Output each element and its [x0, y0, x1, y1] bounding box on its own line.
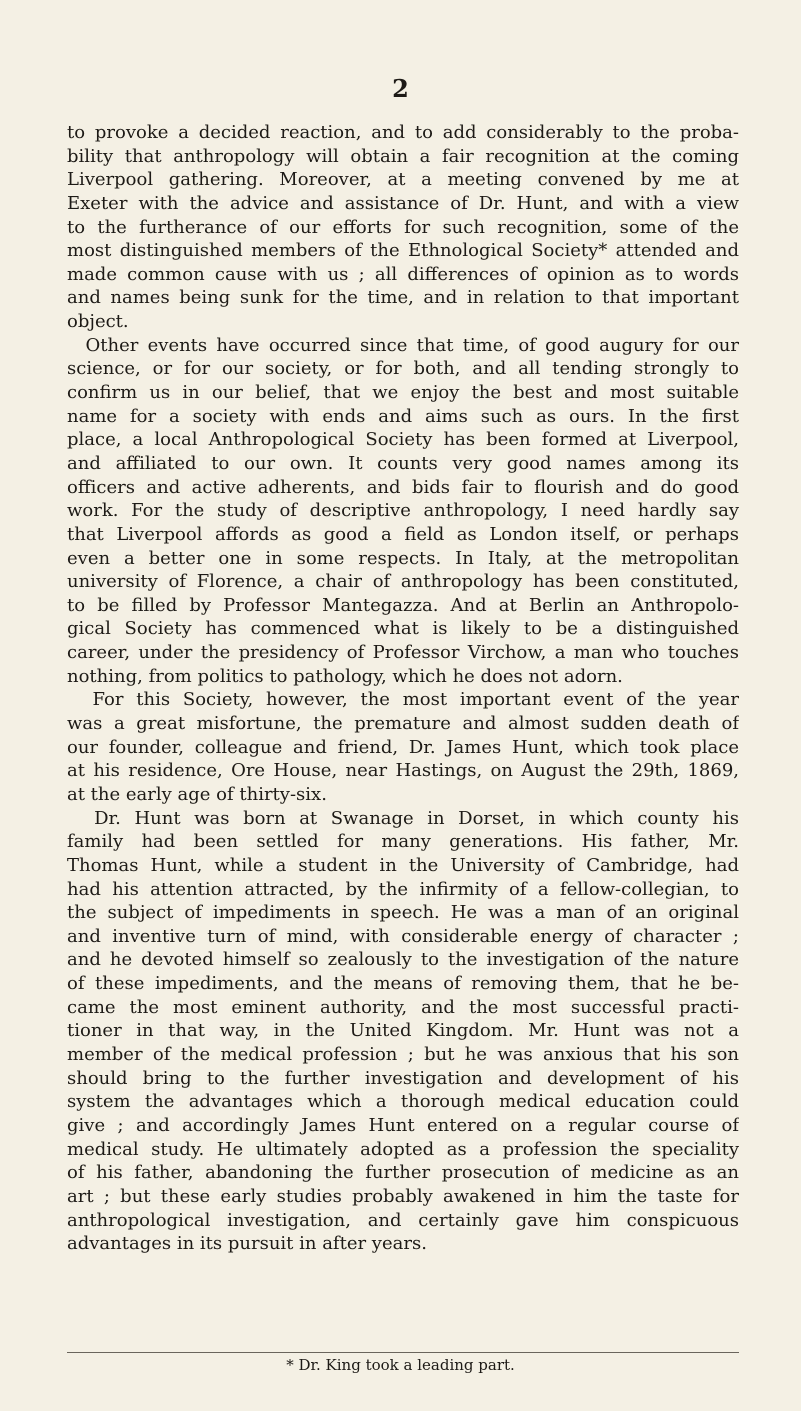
text-line: For this Society, however, the most important event of the year [67, 689, 739, 711]
text-line: was a great misfortune, the premature and almost sudden death of [67, 713, 739, 735]
text-line: our founder, colleague and friend, Dr. James Hunt, which took place [67, 736, 739, 758]
text-line: tioner in that way, in the United Kingdom. Mr. Hunt was not a [67, 1020, 739, 1042]
text-line: Exeter with the advice and assistance of Dr. Hunt, and with a view [67, 192, 739, 214]
text-line: art ; but these early studies probably awakened in him the taste for [67, 1185, 739, 1207]
text-line: place, a local Anthropological Society has been formed at Liverpool, [67, 429, 739, 451]
text-line: officers and active adherents, and bids fair to flourish and do good [67, 476, 739, 498]
text-line: anthropological investigation, and certainly gave him conspicuous [67, 1209, 739, 1231]
text-line: the subject of impediments in speech. He was a man of an original [67, 902, 739, 924]
text-line: to provoke a decided reaction, and to add considerably to the proba- [67, 122, 739, 143]
text-line: bility that anthropology will obtain a fair recognition at the coming [67, 145, 739, 167]
text-line: member of the medical profession ; but he was anxious that his son [67, 1044, 739, 1066]
text-line: Liverpool gathering. Moreover, at a meeting convened by me at [67, 169, 739, 191]
text-line: and inventive turn of mind, with considerable energy of character ; [67, 925, 739, 947]
text-line: most distinguished members of the Ethnological Society* attended and [67, 240, 739, 262]
footnote-divider [67, 1352, 739, 1353]
text-line: give ; and accordingly James Hunt entered on a regular course of [67, 1114, 739, 1136]
page-number: 2 [392, 74, 409, 103]
footnote: * Dr. King took a leading part. [286, 1356, 515, 1374]
text-line: gical Society has commenced what is likely to be a distinguished [67, 618, 739, 640]
text-line: at the early age of thirty-six. [67, 783, 327, 805]
text-line: nothing, from politics to pathology, which he does not adorn. [67, 665, 623, 687]
text-line: of his father, abandoning the further prosecution of medicine as an [67, 1162, 739, 1184]
text-line: advantages in its pursuit in after years. [67, 1233, 427, 1255]
text-line: made common cause with us ; all differences of opinion as to words [67, 263, 739, 285]
text-line: even a better one in some respects. In Italy, at the metropolitan [67, 547, 739, 569]
text-line: confirm us in our belief, that we enjoy the best and most suitable [67, 382, 739, 404]
text-line: name for a society with ends and aims such as ours. In the first [67, 405, 739, 427]
text-line: object. [67, 311, 129, 333]
text-line: and he devoted himself so zealously to the investigation of the nature [67, 949, 739, 971]
text-line: Other events have occurred since that time, of good augury for our [67, 334, 739, 356]
text-line: family had been settled for many generations. His father, Mr. [67, 831, 739, 853]
text-line: career, under the presidency of Professor Virchow, a man who touches [67, 642, 739, 664]
text-line: had his attention attracted, by the infirmity of a fellow-collegian, to [67, 878, 739, 900]
text-line: medical study. He ultimately adopted as a profession the speciality [67, 1138, 739, 1160]
text-line: Thomas Hunt, while a student in the University of Cambridge, had [67, 854, 739, 876]
text-line: of these impediments, and the means of removing them, that he be- [67, 973, 739, 995]
text-line: university of Florence, a chair of anthropology has been constituted, [67, 571, 739, 593]
text-line: at his residence, Ore House, near Hastings, on August the 29th, 1869, [67, 760, 739, 782]
text-line: and affiliated to our own. It counts very good names among its [67, 452, 739, 474]
body-text [67, 121, 739, 1256]
text-line: Dr. Hunt was born at Swanage in Dorset, in which county his [67, 807, 739, 829]
text-line: to the furtherance of our efforts for such recognition, some of the [67, 216, 739, 238]
text-line: science, or for our society, or for both, and all tending strongly to [67, 358, 739, 380]
text-line: and names being sunk for the time, and in relation to that important [67, 287, 739, 309]
text-line: work. For the study of descriptive anthropology, I need hardly say [67, 500, 739, 522]
text-line: came the most eminent authority, and the most successful practi- [67, 996, 739, 1018]
text-line: system the advantages which a thorough medical education could [67, 1091, 739, 1113]
text-line: that Liverpool affords as good a field as London itself, or perhaps [67, 523, 739, 545]
text-line: should bring to the further investigation and development of his [67, 1067, 739, 1089]
text-line: to be filled by Professor Mantegazza. And at Berlin an Anthropolo- [67, 594, 739, 616]
